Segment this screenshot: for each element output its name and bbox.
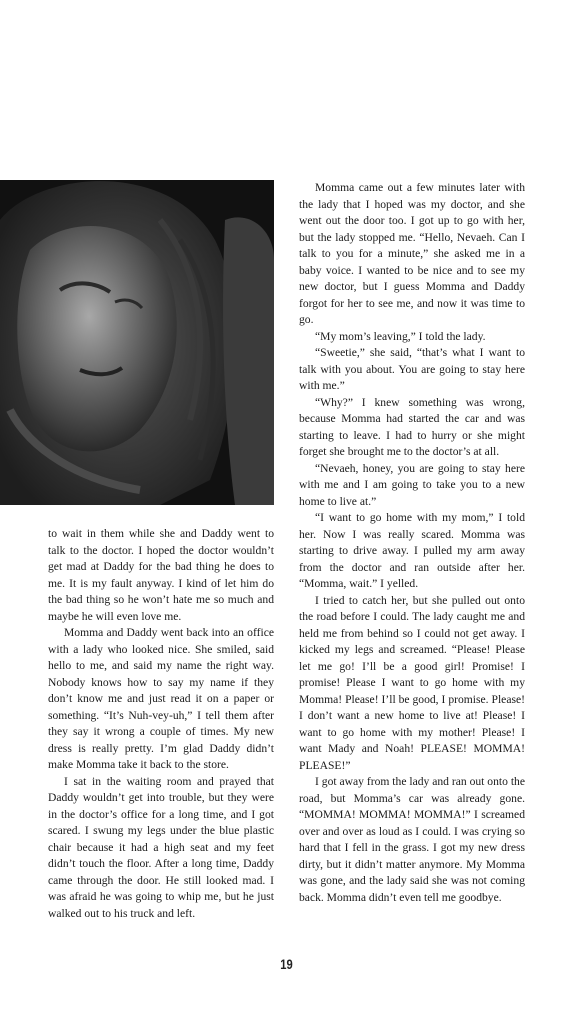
page-number: 19: [280, 956, 293, 972]
paragraph: “Why?” I knew something was wrong, because Momma had started the car and was starting to leave. I had to hurry or she might forget she brought me to the doctor’s at all.: [299, 395, 525, 458]
statue-photo: [0, 180, 274, 505]
paragraph: I got away from the lady and ran out onto the road, but Momma’s car was already gone. “MOMMA! MOMMA! MOMMA!” I screamed over and over as loud as I could. I was crying so hard that I fell in the grass. I got my new dress dirty, but it didn’t matter anymore. My Momma was gone, and the lady said she was not coming back. Momma didn’t even tell me goodbye.: [299, 775, 525, 904]
paragraph: “I want to go home with my mom,” I told her. Now I was really scared. Momma was starting to drive away. I pulled my arm away from the doctor and ran outside after her. “Momma, wait.” I yelled.: [299, 511, 525, 590]
paragraph: “My mom’s leaving,” I told the lady.: [315, 329, 486, 343]
left-text-column: [48, 526, 274, 922]
paragraph: “Nevaeh, honey, you are going to stay here with me and I am going to take you to a new home to live at.”: [299, 461, 525, 508]
paragraph: “Sweetie,” she said, “that’s what I want to talk with you about. You are going to stay here with me.”: [299, 346, 525, 392]
paragraph: Momma and Daddy went back into an office with a lady who looked nice. She smiled, said hello to me, and said my name the right way. Nobody knows how to say my name if they don’t know me and just read it on a paper or something. “It’s Nuh-vey-uh,” I tell them after they say it wrong a couple of times. My new dress is really pretty. I’m glad Daddy didn’t make Momma take it back to the store.: [48, 626, 274, 771]
paragraph: Momma came out a few minutes later with the lady that I hoped was my doctor, and she went out the door too. I got up to go with her, but the lady stopped me. “Hello, Nevaeh. Can I talk to you for a minute,” she asked me in a baby voice. I wanted to be nice and to see my new doctor, but I guess Momma and Daddy forgot for her to see me, and now it was time to go.: [299, 181, 525, 326]
paragraph: I sat in the waiting room and prayed that Daddy wouldn’t get into trouble, but they were in the doctor’s office for a long time, and I got scared. I swung my legs under the blue plastic chair because it had a high seat and my feet didn’t touch the floor. After a long time, Daddy came through the door. He still looked mad. I was afraid he was going to whip me, but he just walked out to his truck and left.: [48, 774, 274, 920]
paragraph: to wait in them while she and Daddy went to talk to the doctor. I hoped the doctor wouldn’t get mad at Daddy for the bad thing he does to me. It is my fault anyway. I kind of let him do the bad thing so he won’t hate me so much and maybe he will even love me.: [48, 527, 274, 623]
statue-photo-icon: [0, 180, 274, 505]
paragraph: I tried to catch her, but she pulled out onto the road before I could. The lady caught me and held me from behind so I could not get away. I kicked my legs and screamed. “Please! Please let me go! I’ll be a good girl! Promise! I promise! Please I want to go home with my Momma! Please! I’ll be good, I promise. Please! I don’t want a new home to live at! Please! I want to go home with my mother! Please! I want Mady and Noah! PLEASE! MOMMA! PLEASE!”: [299, 593, 525, 772]
right-text-column: [299, 180, 525, 906]
